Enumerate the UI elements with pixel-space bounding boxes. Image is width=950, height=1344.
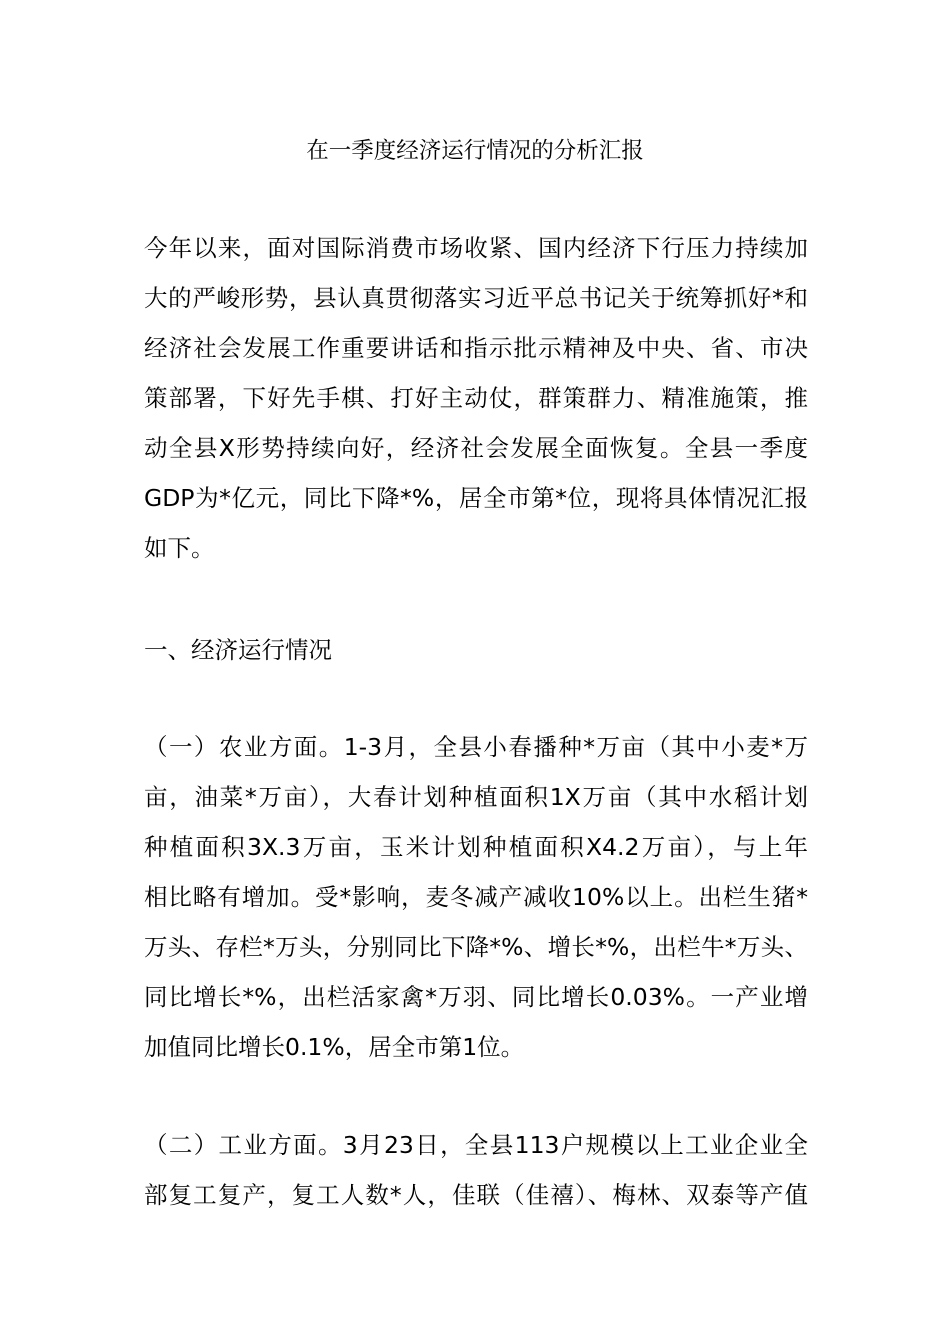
paragraph-line: 今年以来，面对国际消费市场收紧、国内经济下行压力持续加 [144, 234, 808, 262]
section-heading: 一、经济运行情况 [144, 636, 332, 664]
paragraph-line: 种植面积3X.3万亩，玉米计划种植面积X4.2万亩），与上年 [144, 833, 808, 861]
paragraph-line: 如下。 [144, 534, 215, 562]
agriculture-paragraph [144, 722, 808, 1072]
paragraph-line: （一）农业方面。1-3月，全县小春播种*万亩（其中小麦*万 [144, 733, 808, 761]
paragraph-line: 万头、存栏*万头，分别同比下降*%、增长*%，出栏牛*万头、 [144, 933, 808, 961]
paragraph-line: （二）工业方面。3月23日，全县113户规模以上工业企业全 [144, 1131, 808, 1159]
document-title: 在一季度经济运行情况的分析汇报 [306, 138, 644, 164]
paragraph-line: 同比增长*%，出栏活家禽*万羽、同比增长0.03%。一产业增 [144, 983, 808, 1011]
paragraph-line: GDP为*亿元，同比下降*%，居全市第*位，现将具体情况汇报 [144, 484, 808, 512]
paragraph-line: 经济社会发展工作重要讲话和指示批示精神及中央、省、市决 [144, 334, 808, 362]
industry-paragraph [144, 1120, 808, 1220]
paragraph-line: 加值同比增长0.1%，居全市第1位。 [144, 1033, 525, 1061]
intro-paragraph [144, 223, 808, 573]
paragraph-line: 策部署，下好先手棋、打好主动仗，群策群力、精准施策，推 [144, 384, 808, 412]
paragraph-line: 动全县X形势持续向好，经济社会发展全面恢复。全县一季度 [144, 434, 808, 462]
paragraph-line: 大的严峻形势，县认真贯彻落实习近平总书记关于统筹抓好*和 [144, 284, 808, 312]
paragraph-line: 相比略有增加。受*影响，麦冬减产减收10%以上。出栏生猪* [144, 883, 808, 911]
paragraph-line: 亩，油菜*万亩），大春计划种植面积1X万亩（其中水稻计划 [144, 783, 808, 811]
paragraph-line: 部复工复产，复工人数*人，佳联（佳禧）、梅林、双泰等产值 [144, 1181, 808, 1209]
